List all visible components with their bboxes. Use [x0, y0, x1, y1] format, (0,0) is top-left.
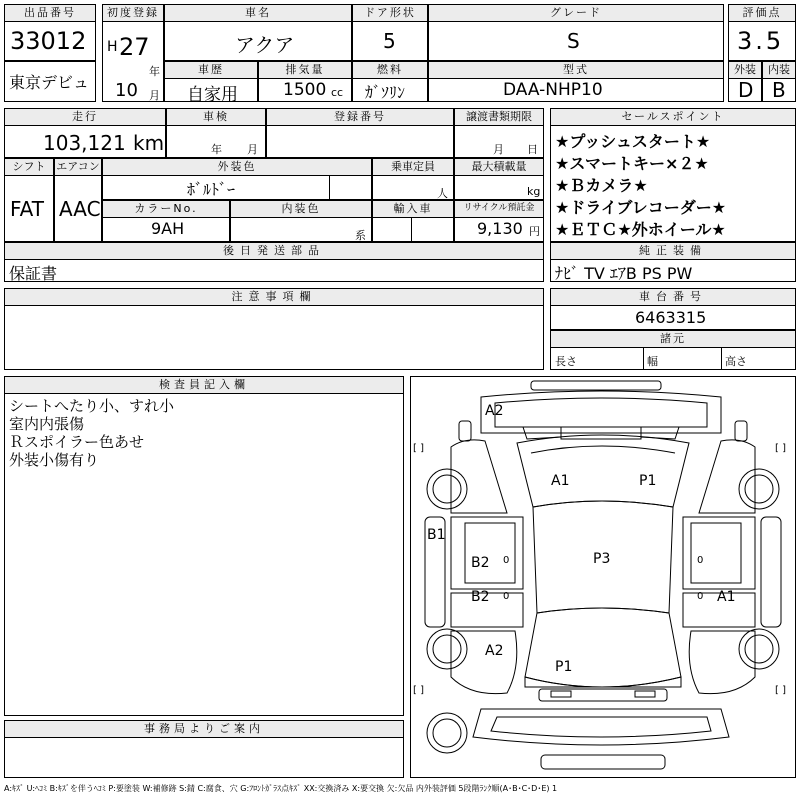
shift-label: シフト	[5, 159, 53, 176]
air-conditioner-cell	[54, 158, 102, 242]
air-conditioner: AAC	[59, 197, 101, 221]
inspector-remark-4: 外装小傷有り	[9, 451, 100, 469]
exterior-grade-cell	[728, 61, 762, 102]
history-cell	[164, 61, 258, 105]
venue-cell	[4, 61, 96, 102]
genuine-equipment: ﾅﾋﾞ TV ｴｱB PS PW	[555, 264, 693, 283]
history: 自家用	[187, 85, 238, 105]
inspector-remarks-cell	[4, 376, 404, 716]
mileage: 103,121	[43, 131, 126, 155]
shift: FAT	[10, 197, 45, 221]
mark-a1-front: A1	[551, 473, 570, 489]
mileage-cell	[4, 108, 166, 158]
grade-label: グレード	[429, 5, 723, 22]
specifications-cell	[550, 330, 796, 370]
mileage-unit: km	[133, 131, 165, 155]
door-type-label: ドア形状	[353, 5, 427, 22]
mark-a1-right: A1	[717, 589, 736, 605]
genuine-equipment-label: 純正装備	[551, 243, 795, 260]
car-diagram-box	[410, 376, 796, 778]
mark-b2-upper: B2	[471, 555, 490, 571]
registration-month: 10	[115, 80, 138, 101]
grade-cell	[428, 4, 724, 61]
sales-points-cell	[550, 108, 796, 242]
max-load-cell	[454, 158, 544, 200]
genuine-equipment-cell	[550, 242, 796, 282]
capacity-cell	[372, 158, 454, 200]
office-notice-cell	[4, 720, 404, 778]
mark-a2-front: A2	[485, 403, 504, 419]
inspector-remark-2: 室内内張傷	[9, 415, 85, 433]
mark-p1-rear: P1	[555, 659, 573, 675]
mark-p3-roof: P3	[593, 551, 611, 567]
color-number-label: カラーNo.	[103, 201, 229, 218]
door-type: 5	[383, 29, 396, 53]
mileage-label: 走行	[5, 109, 165, 126]
recycle-deposit-label: リサイクル預託金	[455, 201, 543, 218]
score-cell	[728, 4, 796, 61]
interior-color-cell	[230, 200, 372, 242]
height-label: 高さ	[725, 355, 747, 368]
exterior-color-cell	[102, 158, 372, 200]
air-conditioner-label: エアコン	[55, 159, 101, 176]
displacement-label: 排気量	[259, 62, 351, 79]
color-number: 9AH	[151, 219, 185, 238]
lot-number-label: 出品番号	[5, 5, 95, 22]
deadline-day-unit: 日	[527, 143, 538, 156]
sales-point-3: ★Ｂカメラ★	[555, 176, 648, 195]
recycle-deposit-unit: 円	[529, 225, 540, 238]
lot-number: 33012	[10, 27, 87, 55]
later-parts-label: 後日発送部品	[5, 243, 543, 260]
displacement: 1500	[283, 80, 327, 100]
import-car-label: 輸入車	[373, 201, 453, 218]
displacement-cell	[258, 61, 352, 102]
era: H	[107, 39, 118, 55]
registration-year: 27	[119, 33, 150, 61]
width-label: 幅	[647, 355, 658, 368]
car-name-label: 車名	[165, 5, 351, 22]
office-notice-label: 事務局よりご案内	[5, 721, 403, 738]
later-parts-cell	[4, 242, 544, 282]
later-parts: 保証書	[9, 264, 58, 283]
first-registration-cell	[102, 4, 164, 102]
interior-grade: B	[772, 78, 786, 102]
inspector-remarks-label: 検査員記入欄	[5, 377, 403, 394]
fuel-cell	[352, 61, 428, 102]
mark-p1-front: P1	[639, 473, 657, 489]
interior-grade-label: 内装	[763, 62, 795, 79]
bracket-right-rear: [ ]	[775, 685, 786, 696]
year-unit: 年	[149, 65, 160, 78]
deadline-month-unit: 月	[493, 143, 504, 156]
recycle-deposit: 9,130	[477, 219, 523, 238]
inspection-year-unit: 年	[211, 143, 222, 156]
inspection-label: 車検	[167, 109, 265, 126]
capacity-unit: 人	[437, 187, 448, 200]
model-label: 型式	[429, 62, 723, 79]
inspection-cell	[166, 108, 266, 158]
history-label: 車歴	[165, 62, 257, 79]
import-car-cell	[372, 200, 454, 242]
interior-color-unit: 系	[355, 229, 366, 242]
sales-points-label: セールスポイント	[551, 109, 795, 126]
door-zero-left-upper: 0	[503, 555, 510, 566]
mark-b2-lower: B2	[471, 589, 490, 605]
sales-point-2: ★スマートキー×２★	[555, 154, 709, 173]
inspector-remark-3: Ｒスポイラー色あせ	[9, 433, 145, 451]
notes-cell	[4, 288, 544, 370]
fuel-label: 燃料	[353, 62, 427, 79]
max-load-unit: kg	[527, 185, 541, 198]
color-number-cell	[102, 200, 230, 242]
fuel: ｶﾞｿﾘﾝ	[365, 83, 406, 102]
exterior-color: ﾎﾞﾙﾄﾞｰ	[187, 180, 236, 199]
registration-number-label: 登録番号	[267, 109, 453, 126]
specifications-label: 諸元	[551, 331, 795, 348]
exterior-color-label: 外装色	[103, 159, 371, 176]
exterior-grade-label: 外装	[729, 62, 761, 79]
sales-point-4: ★ドライブレコーダー★	[555, 198, 727, 217]
mark-b1-left: B1	[427, 527, 446, 543]
first-registration-label: 初度登録	[103, 5, 163, 22]
door-zero-right-upper: 0	[697, 555, 704, 566]
length-label: 長さ	[555, 355, 577, 368]
score-label: 評価点	[729, 5, 795, 22]
bracket-right-front: [ ]	[775, 443, 786, 454]
document-deadline-cell	[454, 108, 544, 158]
door-zero-left-lower: 0	[503, 591, 510, 602]
capacity-label: 乗車定員	[373, 159, 453, 176]
mark-a2-rear: A2	[485, 643, 504, 659]
car-diagram	[411, 377, 795, 777]
door-zero-right-lower: 0	[697, 591, 704, 602]
score: 3.5	[737, 27, 785, 55]
chassis-number: 6463315	[635, 308, 707, 327]
interior-grade-cell	[762, 61, 796, 102]
registration-number-cell	[266, 108, 454, 158]
legend: A:ｷｽﾞ U:ﾍｺﾐ B:ｷｽﾞを伴うﾍｺﾐ P:要塗装 W:補修跡 S:錆 C:腐食、穴 G:ﾌﾛﾝﾄｶﾞﾗｽ点ｷｽﾞ XX:交換済み X:要交換 欠:欠品 内外装評価 5段階ﾗﾝｸ順(A･B･C･D･E) 1	[4, 784, 558, 793]
chassis-number-label: 車台番号	[551, 289, 795, 306]
inspection-month-unit: 月	[247, 143, 258, 156]
sales-point-1: ★プッシュスタート★	[555, 132, 711, 151]
exterior-grade: D	[738, 78, 754, 102]
max-load-label: 最大積載量	[455, 159, 543, 176]
notes-label: 注意事項欄	[5, 289, 543, 306]
car-name: アクア	[235, 33, 295, 57]
chassis-number-cell	[550, 288, 796, 330]
document-deadline-label: 譲渡書類期限	[455, 109, 543, 126]
lot-number-cell	[4, 4, 96, 61]
grade: S	[567, 29, 580, 53]
month-unit: 月	[149, 89, 160, 102]
venue: 東京デビュ	[9, 73, 90, 92]
bracket-left-front: [ ]	[413, 443, 424, 454]
displacement-unit: cc	[331, 86, 344, 99]
car-name-cell	[164, 4, 352, 61]
model-cell	[428, 61, 724, 102]
inspector-remark-1: シートへたり小、すれ小	[9, 397, 175, 415]
model: DAA-NHP10	[503, 80, 603, 100]
sales-point-5: ★ＥＴＣ★外ホイール★	[555, 220, 726, 239]
recycle-deposit-cell	[454, 200, 544, 242]
shift-cell	[4, 158, 54, 242]
bracket-left-rear: [ ]	[413, 685, 424, 696]
door-type-cell	[352, 4, 428, 61]
interior-color-label: 内装色	[231, 201, 371, 218]
